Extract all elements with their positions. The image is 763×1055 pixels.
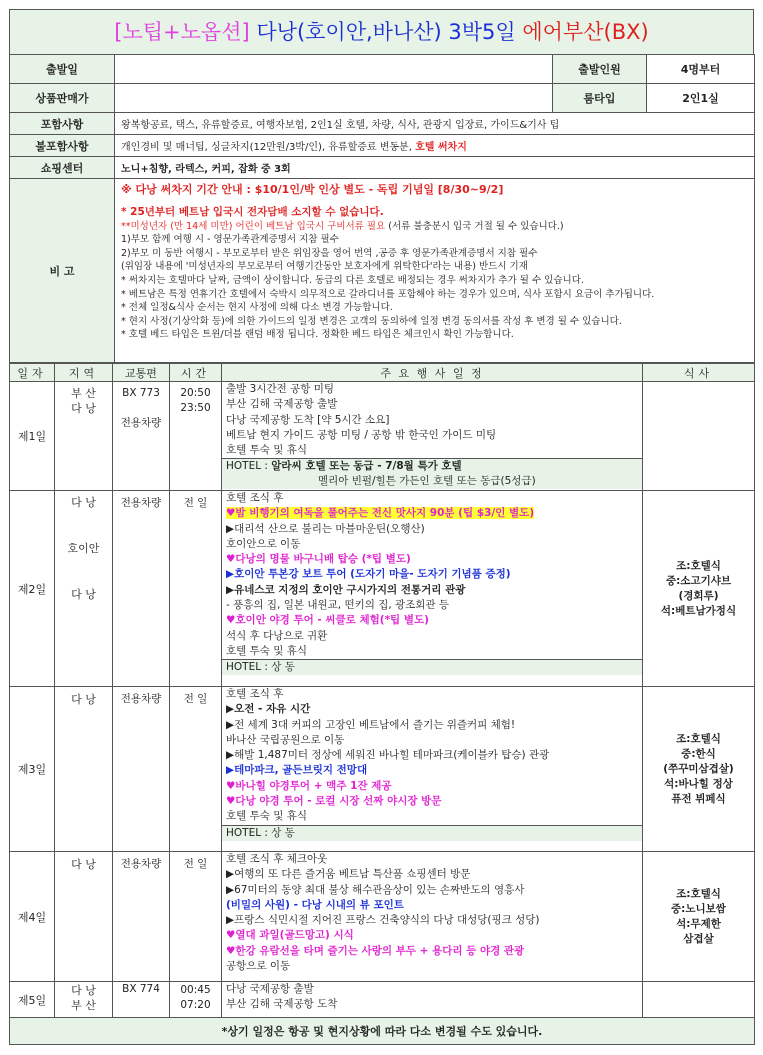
transport-vehicle: 전용차량	[113, 852, 170, 982]
day-row	[10, 982, 755, 1018]
meal-item: 조:호텔식	[676, 559, 721, 572]
time-value: 전 일	[170, 852, 222, 982]
meal-cell	[643, 982, 755, 1018]
region-name: 다 낭	[55, 852, 113, 982]
room-label: 룸타입	[553, 84, 647, 113]
schedule-line: 호텔 투숙 및 휴식	[226, 644, 308, 657]
remarks-cell	[115, 179, 755, 363]
region-name: 부 산	[71, 387, 96, 400]
header-time: 시간	[170, 364, 222, 382]
schedule-line: 바나산 국립공원으로 이동	[226, 733, 345, 746]
header-meal: 식사	[643, 364, 755, 382]
day-row	[10, 687, 755, 852]
remark-line: 1)부모 함께 여행 시 - 영문가족관계증명서 지참 필수	[121, 234, 339, 246]
footer-note: *상기 일정은 항공 및 현지상황에 따라 다소 변경될 수도 있습니다.	[10, 1018, 755, 1045]
day-row	[10, 852, 755, 982]
region-spacer	[55, 510, 112, 525]
schedule-line: ▶테마파크, 골든브릿지 전망대	[226, 764, 368, 777]
title-destination: 다낭(호이안,바나산) 3박5일	[256, 20, 516, 44]
hotel-line: HOTEL : 상 동	[222, 825, 642, 841]
schedule-line: ♥열대 과일(골드망고) 시식	[226, 929, 354, 942]
page-title	[9, 9, 754, 54]
region-cell	[55, 982, 113, 1018]
day-row	[10, 382, 755, 491]
excluded-cell	[115, 135, 755, 157]
schedule-line: ▶전 세계 3대 커피의 고장인 베트남에서 즐기는 위즐커피 체험!	[226, 718, 516, 731]
seller-value	[115, 84, 553, 113]
region-name: 다 낭	[71, 984, 96, 997]
region-name: 다 낭	[71, 588, 96, 601]
remark-line: * 현지 사정(기상악화 등)에 의한 가이드의 일정 변경은 고객의 동의하에 일정 변경 동의서를 작성 후 변경 될 수 있습니다.	[121, 315, 622, 327]
schedule-line: 석식 후 다낭으로 귀환	[226, 629, 328, 642]
schedule-table	[9, 363, 755, 1045]
meal-item: 삼겹살	[683, 932, 714, 945]
region-name: 호이안	[67, 542, 100, 555]
schedule-line: 호텔 투숙 및 휴식	[226, 810, 308, 823]
meal-item: 석:무제한	[676, 917, 721, 930]
meal-item: 석:베트남가정식	[660, 604, 737, 617]
remark-line: (위임장 내용에 '미성년자의 부모로부터 여행기간동안 보호자에게 위탁한다'라는 내용) 반드시 기재	[121, 261, 528, 273]
transport-vehicle: 전용차량	[113, 687, 170, 852]
transport-cell	[113, 382, 170, 491]
flight-number: BX 774	[113, 982, 170, 1018]
schedule-line: 다낭 국제공항 출발	[226, 983, 314, 995]
schedule-line: ♥호이안 야경 투어 - 씨클로 체험(*팁 별도)	[226, 614, 429, 627]
schedule-cell	[222, 852, 643, 982]
meal-cell	[643, 382, 755, 491]
remark-line: * 전체 일정&식사 순서는 현지 사정에 의해 다소 변경 가능합니다.	[121, 302, 393, 314]
schedule-line: 다낭 국제공항 도착 [약 5시간 소요]	[226, 413, 390, 426]
hotel-line	[222, 458, 642, 474]
time-value: 전 일	[170, 491, 222, 687]
schedule-cell	[222, 491, 643, 687]
remark-minor-plain: (서류 불충분시 입국 거절 될 수 있습니다.)	[385, 220, 564, 232]
meal-item: 석:바나힐 정상	[664, 777, 733, 790]
meal-cell	[643, 687, 755, 852]
massage-highlight: ♥밤 비행기의 여독을 풀어주는 전신 맛사지 90분 (팁 $3/인 별도)	[226, 507, 535, 520]
schedule-line: 호텔 조식 후	[226, 688, 284, 700]
schedule-line: ▶대리석 산으로 불리는 마블마운틴(오행산)	[226, 522, 425, 535]
schedule-line: ♥다낭의 명물 바구니배 탑승 (*팁 별도)	[226, 553, 411, 566]
remark-spacer	[121, 198, 748, 206]
time-cell	[170, 382, 222, 491]
meal-cell	[643, 491, 755, 687]
schedule-header	[10, 364, 755, 382]
shopping-label: 쇼핑센터	[10, 157, 115, 179]
transport-vehicle: 전용차량	[113, 491, 170, 687]
remark-line: * 호텔 베드 타입은 트윈/더블 랜덤 배정 됩니다. 정확한 베드 타입은 체크인시 확인 가능합니다.	[121, 329, 514, 341]
time-value: 전 일	[170, 687, 222, 852]
remark-minor-red: **미성년자 (만 14세 미만) 어린이 베트남 입국시 구비서류 필요	[121, 220, 386, 232]
region-cell	[55, 491, 113, 687]
seller-label: 상품판매가	[10, 84, 115, 113]
header-schedule: 주 요 행 사 일 정	[222, 364, 643, 382]
schedule-line: 호텔 조식 후	[226, 492, 284, 504]
schedule-line: ♥다낭 야경 투어 - 로컬 시장 선짜 야시장 방문	[226, 795, 442, 808]
meal-item: 퓨전 뷔페식	[671, 792, 726, 805]
schedule-line: ▶오전 - 자유 시간	[226, 703, 311, 716]
meal-item: (경회루)	[678, 589, 719, 602]
hotel-line: HOTEL : 상 동	[222, 659, 642, 675]
schedule-line-massage	[222, 506, 642, 521]
included-value: 왕복항공료, 택스, 유류할증료, 여행자보험, 2인1실 호텔, 차량, 식사, 관광지 입장료, 가이드&기사 팁	[115, 113, 755, 135]
day-row	[10, 491, 755, 687]
remark-surcharge: ※ 다낭 써차지 기간 안내 : $10/1인/박 인상 별도 - 독립 기념일 [8/30~9/2]	[121, 183, 504, 196]
region-name: 부 산	[71, 999, 96, 1012]
schedule-line: ▶유네스코 지정의 호이안 구시가지의 전통거리 관광	[226, 583, 466, 596]
time-value: 07:20	[180, 999, 211, 1011]
excluded-label: 불포함사항	[10, 135, 115, 157]
room-value: 2인1실	[647, 84, 755, 113]
meal-item: 중:소고기샤브	[665, 574, 732, 587]
hotel-name: 알라씨 호텔 또는 동급 - 7/8월 특가 호텔	[271, 460, 462, 473]
shopping-value: 노니+침향, 라텍스, 커피, 잡화 중 3회	[115, 157, 755, 179]
region-name: 다 낭	[71, 402, 96, 415]
remark-line: * 써차지는 호텔마다 날짜, 금액이 상이합니다. 동급의 다른 호텔로 배정되는 경우 써차지가 추가 될 수 있습니다.	[121, 274, 584, 286]
hotel-label: HOTEL :	[226, 460, 268, 473]
day-label: 제1일	[10, 382, 55, 491]
schedule-cell	[222, 982, 643, 1018]
schedule-line: (비밀의 사원) - 다낭 시내의 뷰 포인트	[226, 898, 404, 911]
remark-ecig: * 25년부터 베트남 입국시 전자담배 소지할 수 없습니다.	[121, 206, 384, 218]
meal-cell	[643, 852, 755, 982]
remark-line: 2)부모 미 동반 여행시 - 부모로부터 받은 위임장을 영어 번역 ,공증 후 영문가족관계증명서 지참 필수	[121, 247, 538, 259]
region-name: 다 낭	[55, 687, 113, 852]
region-name: 다 낭	[71, 496, 96, 509]
remark-line: * 베트남은 특정 연휴기간 호텔에서 숙박시 의무적으로 갈라디너를 포함해야 하는 경우가 있으며, 식사 포함시 요금이 추가됩니다.	[121, 288, 655, 300]
schedule-cell	[222, 382, 643, 491]
day-label: 제5일	[10, 982, 55, 1018]
schedule-line: 출발 3시간전 공항 미팅	[226, 383, 334, 395]
header-transport: 교통편	[113, 364, 170, 382]
remark-minor	[121, 220, 748, 234]
schedule-line: 부산 김해 국제공항 출발	[226, 398, 338, 411]
departure-label: 출발일	[10, 55, 115, 84]
schedule-line: ▶프랑스 식민시절 지어진 프랑스 건축양식의 다낭 대성당(핑크 성당)	[226, 914, 540, 927]
schedule-cell	[222, 687, 643, 852]
schedule-line: 부산 김해 국제공항 도착	[226, 998, 338, 1011]
time-value: 20:50	[180, 387, 211, 399]
remarks-label: 비 고	[10, 179, 115, 363]
day-label: 제3일	[10, 687, 55, 852]
time-value: 23:50	[180, 402, 211, 414]
meal-item: 중:한식	[681, 747, 716, 760]
excluded-value: 개인경비 및 매너팁, 싱글차지(12만원/3박/인), 유류할증료 변동분,	[121, 142, 412, 153]
excluded-surcharge: 호텔 써차지	[415, 142, 467, 153]
hotel-alt: 멜리아 빈펄/힐튼 가든인 호텔 또는 동급(5성급)	[222, 474, 642, 489]
transport-vehicle: 전용차량	[120, 417, 162, 429]
time-value: 00:45	[180, 984, 211, 996]
header-region: 지역	[55, 364, 113, 382]
schedule-line: ♥바나힐 야경투어 + 맥주 1잔 제공	[226, 779, 392, 792]
title-airline: 에어부산(BX)	[522, 20, 649, 44]
title-tag: [노팁+노옵션]	[114, 20, 250, 44]
schedule-line: 호텔 조식 후 체크아웃	[226, 853, 328, 865]
header-day: 일자	[10, 364, 55, 382]
meal-item: 중:노니보쌈	[671, 902, 726, 915]
transport-spacer	[113, 401, 169, 416]
schedule-line: ▶호이안 투본강 보트 투어 (도자기 마을- 도자기 기념품 증정)	[226, 568, 511, 581]
flight-number: BX 773	[122, 387, 160, 399]
meal-item: (쭈꾸미삼겹살)	[663, 762, 734, 775]
time-cell	[170, 982, 222, 1018]
schedule-line: - 풍흥의 집, 일본 내원교, 떤키의 집, 광조회관 등	[226, 599, 450, 612]
schedule-line: ▶67미터의 동양 최대 불상 해수관음상이 있는 손짜반도의 영흥사	[226, 883, 525, 896]
itinerary-document	[9, 9, 754, 1045]
info-table	[9, 54, 755, 363]
meal-item: 조:호텔식	[676, 732, 721, 745]
region-spacer	[55, 564, 112, 579]
schedule-line: 공항으로 이동	[226, 960, 291, 973]
footer-row	[10, 1018, 755, 1045]
included-label: 포함사항	[10, 113, 115, 135]
day-label: 제2일	[10, 491, 55, 687]
region-cell	[55, 382, 113, 491]
schedule-line: 호이안으로 이동	[226, 537, 301, 550]
schedule-line: 호텔 투숙 및 휴식	[226, 444, 308, 457]
schedule-line: ▶여행의 또 다른 즐거움 베트남 특산품 쇼핑센터 방문	[226, 868, 471, 881]
schedule-line: 베트남 현지 가이드 공항 미팅 / 공항 밖 한국인 가이드 미팅	[226, 428, 497, 441]
people-label: 출발인원	[553, 55, 647, 84]
meal-item: 조:호텔식	[676, 887, 721, 900]
schedule-line: ♥한강 유람선을 타며 즐기는 사랑의 부두 + 용다리 등 야경 관광	[226, 944, 525, 957]
people-value: 4명부터	[647, 55, 755, 84]
day-label: 제4일	[10, 852, 55, 982]
schedule-line: ▶해발 1,487미터 정상에 세워진 바나힐 테마파크(케이블카 탑승) 관광	[226, 749, 550, 762]
departure-value	[115, 55, 553, 84]
